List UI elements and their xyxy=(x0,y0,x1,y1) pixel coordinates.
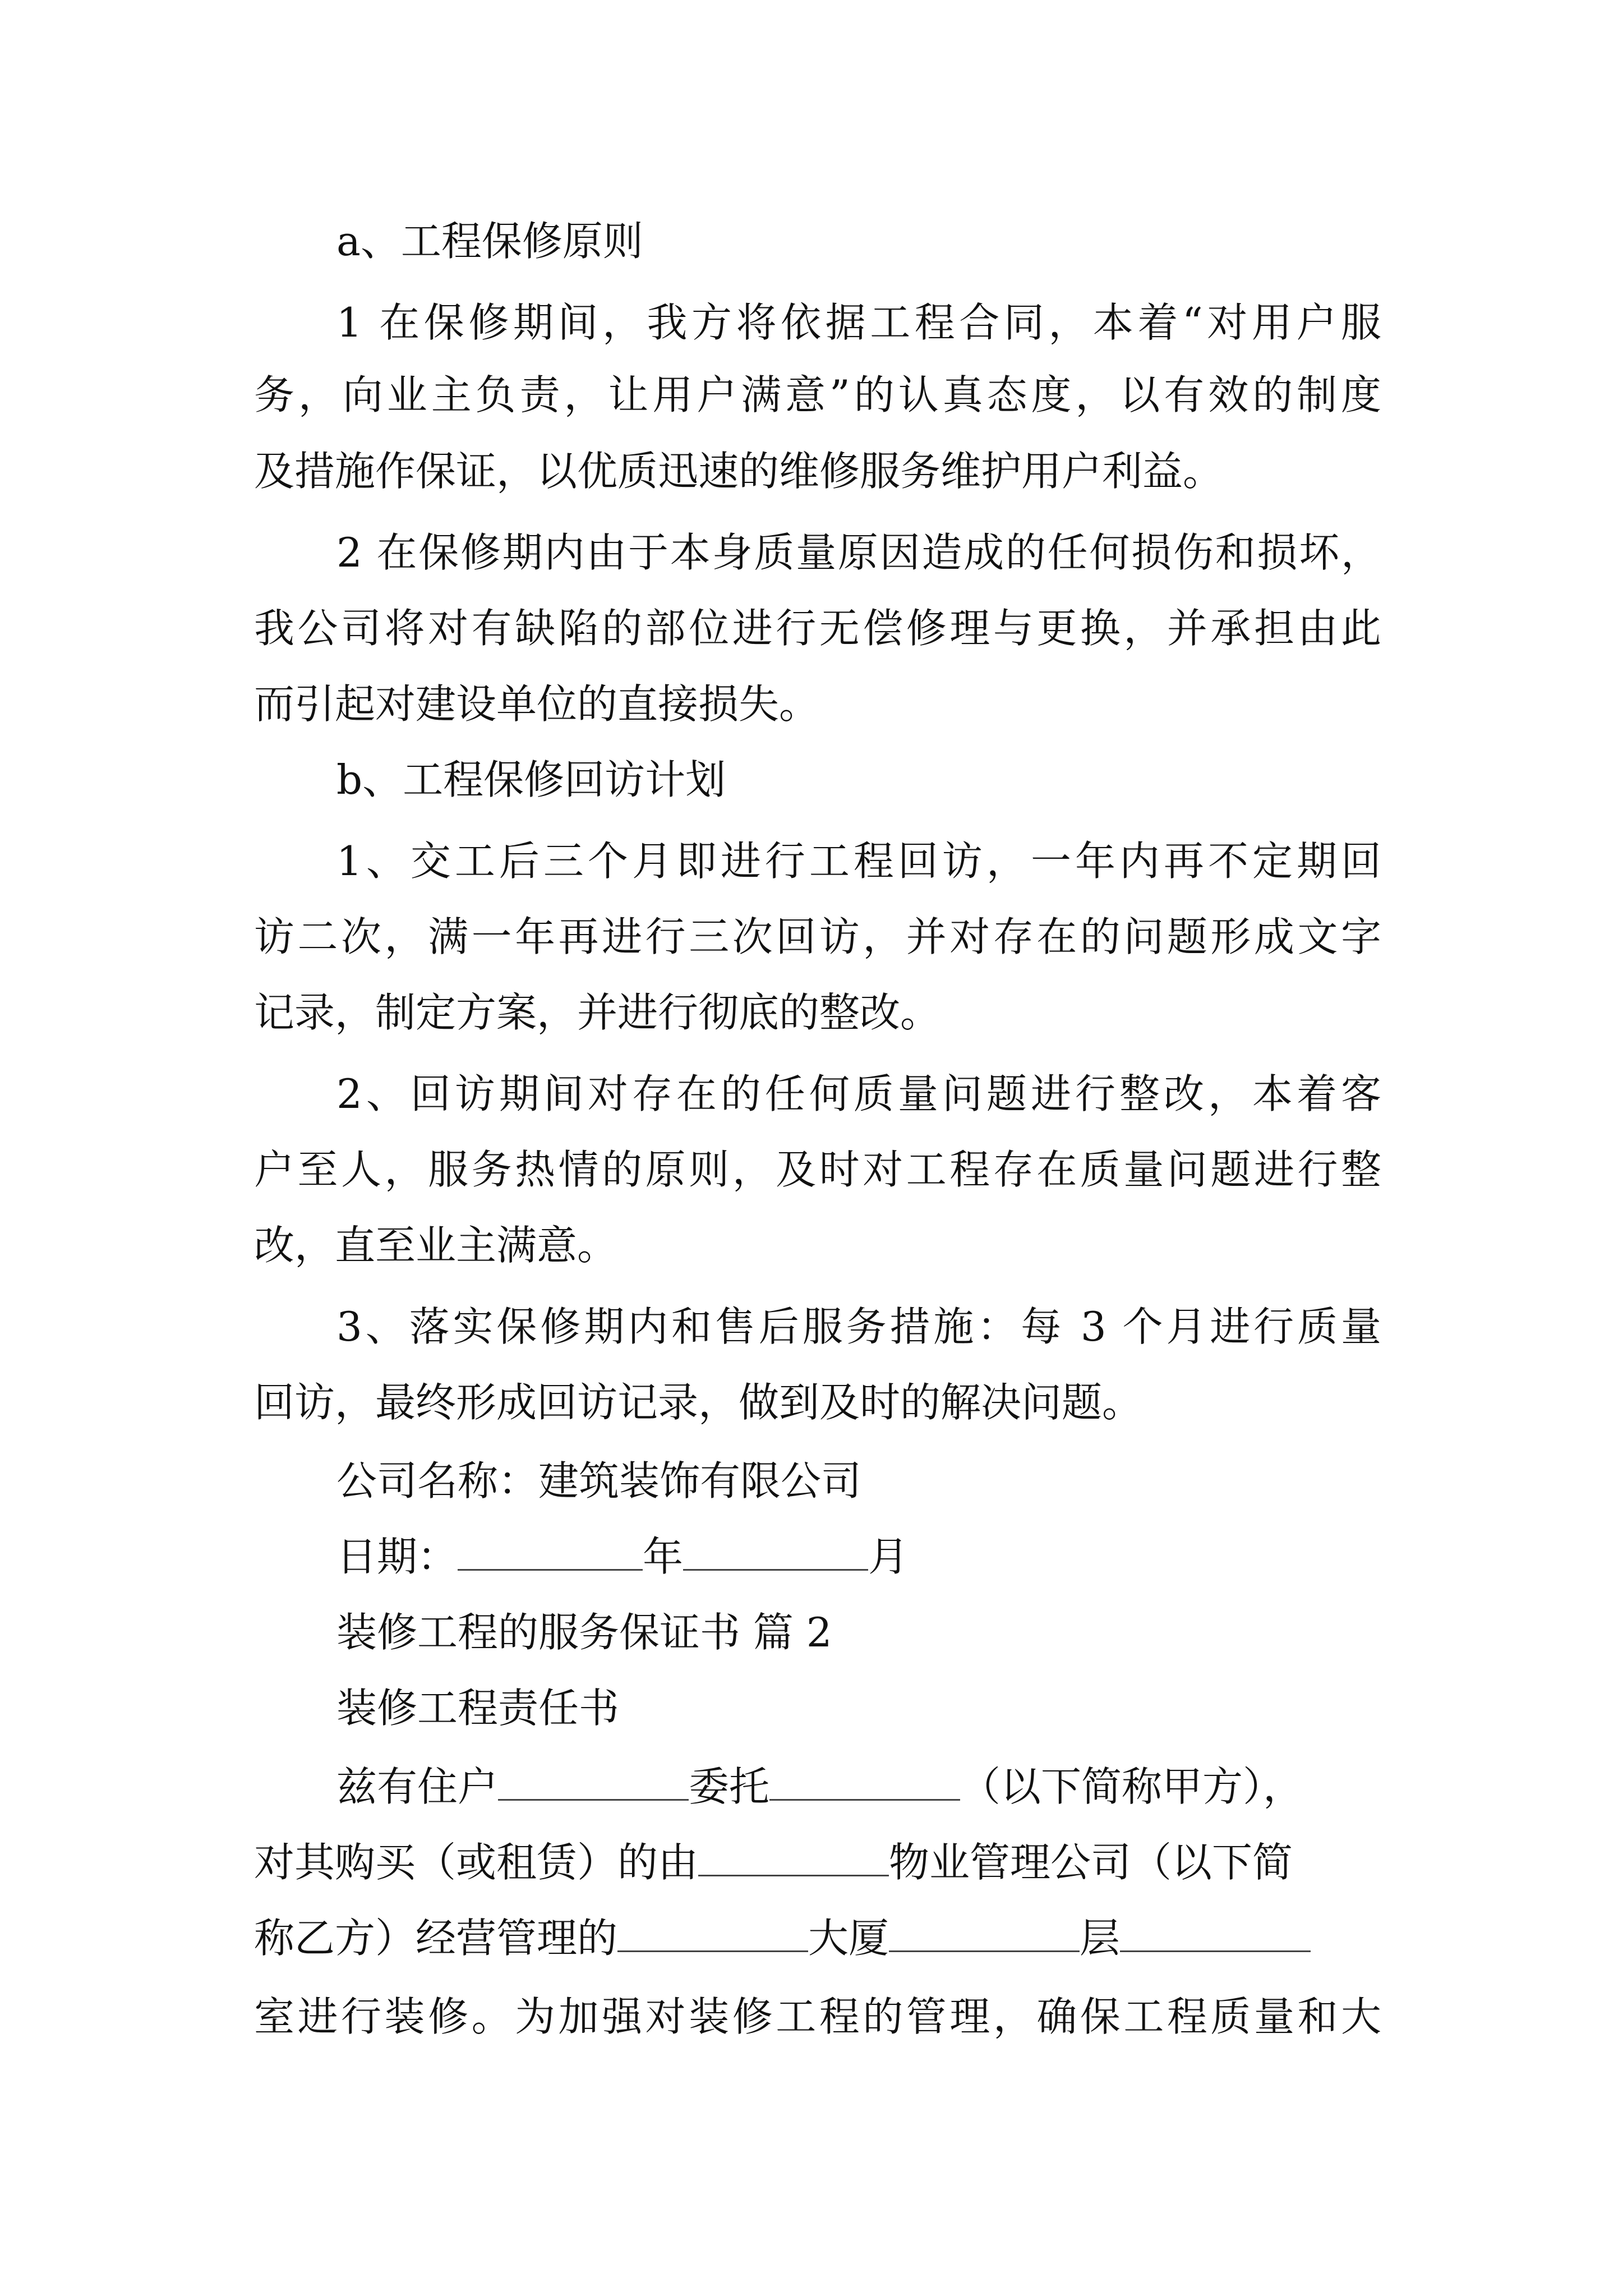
section-b-p2-line2: 户至人，服务热情的原则，及时对工程存在质量问题进行整 xyxy=(254,1146,1381,1193)
contract-building-label: 大厦 xyxy=(808,1915,889,1962)
floor-blank xyxy=(889,1916,1080,1952)
room-blank xyxy=(1120,1916,1311,1952)
contract-resident-label: 兹有住户 xyxy=(336,1763,499,1810)
section-a-p1-line1: 1 在保修期间，我方将依据工程合同，本着“对用户服 xyxy=(336,299,1381,346)
contract-line3 xyxy=(254,1904,1311,1972)
entrusted-name-blank xyxy=(769,1764,960,1801)
contract-line2 xyxy=(254,1829,1293,1896)
section-a-heading: a、工程保修原则 xyxy=(336,218,643,265)
date-label: 日期： xyxy=(336,1533,458,1580)
contract-party-b-label: 物业管理公司（以下简 xyxy=(889,1839,1293,1886)
contract-purchase-label: 对其购买（或租赁）的由 xyxy=(254,1839,699,1886)
section-b-p3-line1: 3、落实保修期内和售后服务措施：每 3 个月进行质量 xyxy=(336,1303,1381,1350)
section-a-p2-line1: 2 在保修期内由于本身质量原因造成的任何损伤和损坏， xyxy=(336,529,1381,576)
company-name-line: 公司名称：建筑装饰有限公司 xyxy=(336,1457,862,1504)
contract-line1 xyxy=(336,1753,1303,1820)
section-b-p2-line1: 2、回访期间对存在的任何质量问题进行整改，本着客 xyxy=(336,1070,1381,1117)
date-line xyxy=(336,1523,909,1590)
section-b-p2-line3: 改，直至业主满意。 xyxy=(254,1222,618,1269)
resident-name-blank xyxy=(498,1764,689,1801)
property-company-blank xyxy=(698,1840,889,1876)
section-b-p1-line3: 记录，制定方案，并进行彻底的整改。 xyxy=(254,989,941,1036)
contract-party-a-label: （以下简称甲方）， xyxy=(960,1763,1304,1810)
section-2-title: 装修工程的服务保证书 篇 2 xyxy=(336,1609,832,1656)
section-b-p1-line2: 访二次，满一年再进行三次回访，并对存在的问题形成文字 xyxy=(254,913,1381,960)
section-b-p3-line2: 回访，最终形成回访记录，做到及时的解决问题。 xyxy=(254,1379,1143,1426)
section-a-p2-line3: 而引起对建设单位的直接损失。 xyxy=(254,680,820,728)
contract-entrust-label: 委托 xyxy=(689,1763,770,1810)
date-year-label: 年 xyxy=(643,1533,684,1580)
section-b-heading: b、工程保修回访计划 xyxy=(336,756,726,803)
contract-line4: 室进行装修。为加强对装修工程的管理，确保工程质量和大 xyxy=(254,1993,1381,2040)
date-month-label: 月 xyxy=(868,1533,909,1580)
section-2-subtitle: 装修工程责任书 xyxy=(336,1685,620,1732)
contract-managed-label: 称乙方）经营管理的 xyxy=(254,1915,618,1962)
section-a-p1-line3: 及措施作保证，以优质迅速的维修服务维护用户利益。 xyxy=(254,448,1224,495)
building-name-blank xyxy=(617,1916,808,1952)
section-a-p1-line2: 务，向业主负责，让用户满意”的认真态度，以有效的制度 xyxy=(254,371,1381,418)
date-month-blank xyxy=(683,1534,868,1571)
section-a-p2-line2: 我公司将对有缺陷的部位进行无偿修理与更换，并承担由此 xyxy=(254,605,1381,652)
section-b-p1-line1: 1、交工后三个月即进行工程回访，一年内再不定期回 xyxy=(336,838,1381,885)
contract-floor-label: 层 xyxy=(1080,1915,1121,1962)
date-year-blank xyxy=(458,1534,643,1571)
